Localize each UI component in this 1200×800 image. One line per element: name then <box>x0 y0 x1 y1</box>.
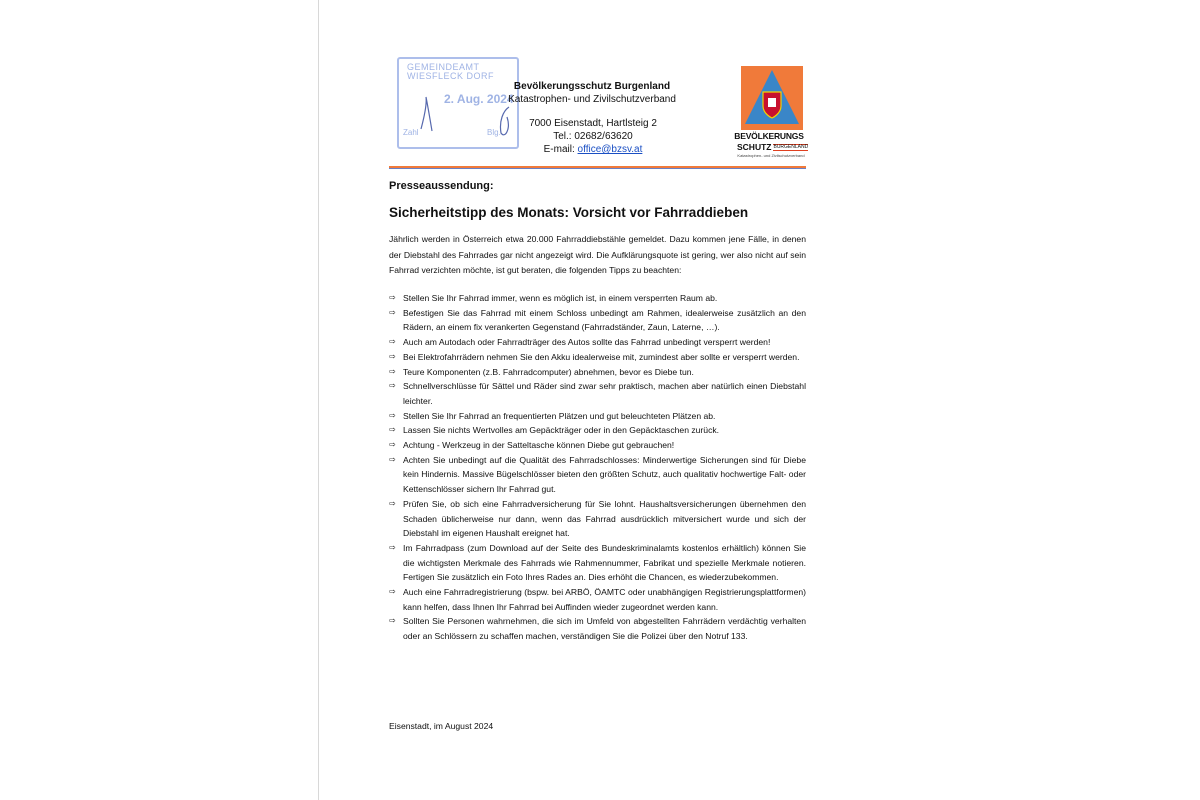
arrow-right-icon: ⇨ <box>389 293 396 302</box>
list-item <box>389 614 806 643</box>
tip-text: Achtung - Werkzeug in der Satteltasche können Diebe gut gebrauchen! <box>403 440 675 451</box>
tip-text: Auch am Autodach oder Fahrradträger des Autos sollte das Fahrrad unbedingt versperrt werden! <box>403 337 771 348</box>
tip-text: Stellen Sie Ihr Fahrrad an frequentierten Plätzen und gut beleuchteten Plätzen ab. <box>403 410 716 421</box>
list-item <box>389 453 806 497</box>
logo-text-2 <box>729 142 809 152</box>
arrow-right-icon: ⇨ <box>389 351 396 361</box>
list-item <box>389 291 806 306</box>
organization-address: 7000 Eisenstadt, Hartlsteig 2 <box>529 118 657 129</box>
tip-text: Prüfen Sie, ob sich eine Fahrradversicherung für Sie lohnt. Haushaltsversicherungen übernehmen den Schaden üblicherweise nur dann, wenn das Fahrrad ausdrücklich mitversichert wurde und sich der Diebstahl im eigenen Haushalt ereignet hat. <box>403 498 806 539</box>
tip-text: Sollten Sie Personen wahrnehmen, die sich im Umfeld von abgestellten Fahrrädern verdächtig verhalten oder an Schlössern zu schaffen machen, verständigen Sie die Polizei über den Notruf 133. <box>403 616 806 642</box>
tip-text: Bei Elektrofahrrädern nehmen Sie den Akku idealerweise mit, zumindest aber sollte er versperrt werden. <box>403 351 800 362</box>
arrow-right-icon: ⇨ <box>389 587 396 597</box>
arrow-right-icon: ⇨ <box>389 542 396 552</box>
stamp-line-3: Zahl <box>403 128 419 137</box>
document-label: Presseaussendung: <box>389 180 494 192</box>
email-link[interactable]: office@bzsv.at <box>577 144 643 155</box>
logo-text-2-small: BURGENLAND <box>773 144 809 151</box>
list-item <box>389 306 806 335</box>
organization-phone: Tel.: 02682/63620 <box>553 131 633 142</box>
logo-text-3: Katastrophen- und Zivilschutzverband <box>737 153 805 158</box>
arrow-right-icon: ⇨ <box>389 337 396 347</box>
arrow-right-icon: ⇨ <box>389 366 396 376</box>
logo-text-2-main: SCHUTZ <box>737 142 772 152</box>
list-item <box>389 365 806 380</box>
list-item <box>389 379 806 408</box>
tip-text: Im Fahrradpass (zum Download auf der Seite des Bundeskriminalamts kostenlos erhältlich) können Sie die wichtigsten Merkmale des Fahrrads wie Rahmennummer, Fabrikat und spezielle Merkmale notieren. Fertigen Sie zusätzlich ein Foto Ihres Rades an. Dies erhöht die Chancen, es wiederzubekommen. <box>403 542 806 583</box>
list-item <box>389 335 806 350</box>
arrow-right-icon: ⇨ <box>389 616 396 626</box>
header-divider <box>389 166 806 169</box>
document-title: Sicherheitstipp des Monats: Vorsicht vor Fahrraddieben <box>389 205 749 220</box>
organization-subtitle: Katastrophen- und Zivilschutzverband <box>508 94 676 105</box>
tips-list <box>389 291 806 644</box>
closing-place-date: Eisenstadt, im August 2024 <box>389 721 494 731</box>
arrow-right-icon: ⇨ <box>389 381 396 391</box>
tip-text: Auch eine Fahrradregistrierung (bspw. bei ARBÖ, ÖAMTC oder unabhängigen Registrierungsplattformen) kann helfen, dass Ihnen Ihr Fahrrad bei Auffinden wieder zugeordnet werden kann. <box>403 587 806 612</box>
arrow-right-icon: ⇨ <box>389 454 396 464</box>
stamp-line-1: GEMEINDEAMT <box>407 62 480 72</box>
tip-text: Teure Komponenten (z.B. Fahrradcomputer) abnehmen, bevor es Diebe tun. <box>403 366 694 377</box>
logo-triangle-icon <box>741 66 803 130</box>
tip-text: Achten Sie unbedingt auf die Qualität des Fahrradschlosses: Minderwertige Sicherungen sind für Diebe kein Hindernis. Massive Bügelschlösser bieten den größten Schutz, auch qualitativ hochwertige Falt- oder Kettenschlösser sichern Ihr Fahrrad gut. <box>403 454 806 495</box>
tip-text: Befestigen Sie das Fahrrad mit einem Schloss unbedingt am Rahmen, idealerweise zusätzlich an den Rädern, an einem fix verankerten Gegenstand (Fahrradständer, Zaun, Laterne, …). <box>403 307 806 333</box>
list-item <box>389 423 806 438</box>
list-item <box>389 541 806 585</box>
stamp-date: 2. Aug. 2024 <box>444 92 514 106</box>
list-item <box>389 438 806 453</box>
municipal-stamp <box>397 57 519 149</box>
organization-name: Bevölkerungsschutz Burgenland <box>513 81 671 92</box>
handwritten-signature <box>399 59 517 147</box>
stamp-line-2: WIESFLECK DORF <box>407 71 495 81</box>
organization-email <box>518 143 668 156</box>
arrow-right-icon: ⇨ <box>389 425 396 435</box>
tip-text: Lassen Sie nichts Wertvolles am Gepäckträger oder in den Gepäcktaschen zurück. <box>403 425 720 436</box>
arrow-right-icon: ⇨ <box>389 410 396 420</box>
logo-text-1: BEVÖLKERUNGS <box>734 131 804 141</box>
list-item <box>389 585 806 614</box>
list-item <box>389 497 806 541</box>
arrow-right-icon: ⇨ <box>389 498 396 508</box>
arrow-right-icon: ⇨ <box>389 307 396 317</box>
intro-paragraph: Jährlich werden in Österreich etwa 20.000 Fahrraddiebstähle gemeldet. Dazu kommen jene Fälle, in denen der Diebstahl des Fahrrades gar nicht angezeigt wird. Die Aufklärungsquote ist gering, wer also nicht auf sein Fahrrad verzichten möchte, ist gut beraten, die folgenden Tipps zu beachten: <box>389 234 806 276</box>
list-item <box>389 350 806 365</box>
arrow-right-icon: ⇨ <box>389 440 396 450</box>
organization-logo <box>741 66 803 130</box>
tip-text: Schnellverschlüsse für Sättel und Räder sind zwar sehr praktisch, machen aber natürlich einen Diebstahl leichter. <box>403 381 806 406</box>
tip-text: Stellen Sie Ihr Fahrrad immer, wenn es möglich ist, in einem versperrten Raum ab. <box>403 293 718 303</box>
list-item <box>389 409 806 424</box>
email-label: E-mail: <box>543 144 578 155</box>
stamp-line-4: Blg. <box>487 128 501 137</box>
